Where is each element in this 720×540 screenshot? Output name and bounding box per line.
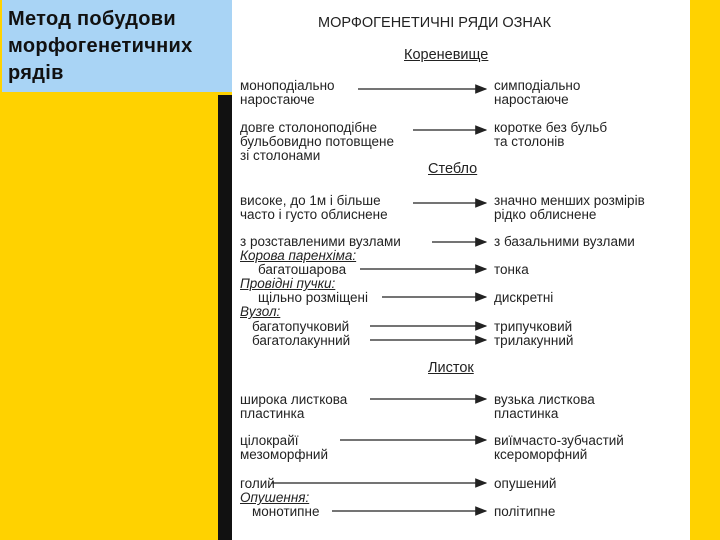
row11-left-1: голий	[240, 476, 275, 491]
row5-right-1: тонка	[494, 262, 529, 277]
row6-left-1: щільно розміщені	[258, 290, 368, 305]
subheading-bundles: Провідні пучки:	[240, 276, 336, 291]
section-leaf: Листок	[428, 360, 474, 376]
document-heading: МОРФОГЕНЕТИЧНІ РЯДИ ОЗНАК	[318, 15, 552, 31]
row10-right-1: виїмчасто-зубчастий	[494, 433, 624, 448]
row2-left-3: зі столонами	[240, 148, 321, 163]
section-stem: Стебло	[428, 161, 478, 177]
row3-right-2: рідко облиснене	[494, 207, 597, 222]
row9-right-1: вузька листкова	[494, 392, 595, 407]
slide-title-line-1: Метод побудови	[8, 8, 176, 30]
row8-right-1: трилакунний	[494, 333, 574, 348]
row6-right-1: дискретні	[494, 290, 554, 305]
row2-left-1: довге столоноподібне	[240, 120, 378, 135]
row2-left-2: бульбовидно потовщене	[240, 134, 395, 149]
row7-right-1: трипучковий	[494, 319, 573, 334]
row3-left-1: високе, до 1м і більше	[240, 193, 381, 208]
row9-left-1: широка листкова	[240, 392, 348, 407]
row12-left-1: монотипне	[252, 504, 320, 519]
row4-right-1: з базальними вузлами	[494, 234, 635, 249]
row2-right-1: коротке без бульб	[494, 120, 608, 135]
subheading-cortex: Корова паренхіма:	[240, 248, 357, 263]
row1-left-2: наростаюче	[240, 92, 315, 107]
row12-right-1: політипне	[494, 504, 556, 519]
row4-left-1: з розставленими вузлами	[240, 234, 401, 249]
row7-left-1: багатопучковий	[252, 319, 350, 334]
row1-right-2: наростаюче	[494, 92, 569, 107]
row10-left-2: мезоморфний	[240, 447, 328, 462]
row5-left-1: багатошарова	[258, 262, 347, 277]
row3-left-2: часто і густо облиснене	[240, 207, 388, 222]
row10-right-2: ксероморфний	[494, 447, 588, 462]
subheading-node: Вузол:	[240, 304, 281, 319]
row11-right-1: опушений	[494, 476, 557, 491]
row10-left-1: цілокрайї	[240, 433, 299, 448]
subheading-pubescence: Опушення:	[240, 490, 310, 505]
section-root: Кореневище	[404, 47, 489, 63]
row1-left-1: моноподіально	[240, 78, 335, 93]
row9-right-2: пластинка	[494, 406, 559, 421]
row3-right-1: значно менших розмірів	[494, 193, 645, 208]
row9-left-2: пластинка	[240, 406, 305, 421]
row2-right-2: та столонів	[494, 134, 565, 149]
slide-title-line-2: морфогенетичних	[8, 35, 193, 57]
row1-right-1: симподіально	[494, 78, 581, 93]
slide-title-line-3: рядів	[8, 62, 64, 84]
row8-left-1: багатолакунний	[252, 333, 351, 348]
